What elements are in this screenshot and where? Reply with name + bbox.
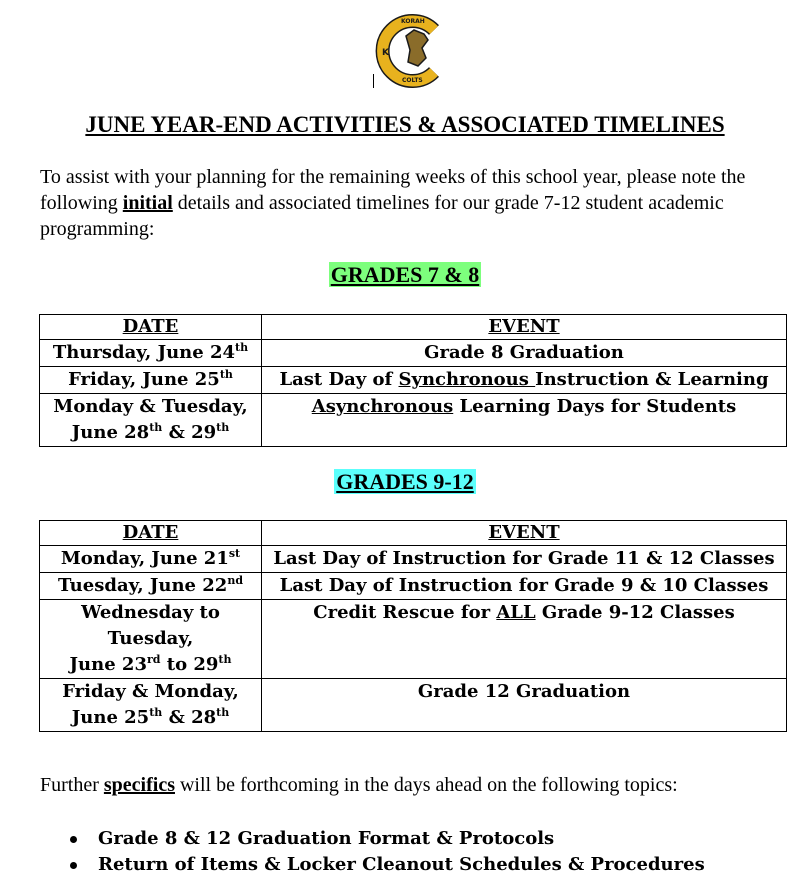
table-row [40, 367, 787, 394]
table-row [40, 340, 787, 367]
table-row [40, 573, 787, 600]
date-column-header: DATE [40, 521, 262, 546]
date-cell: Friday, June 25th [40, 367, 262, 394]
logo-top-text: KORAH [401, 18, 425, 25]
table-header-row [40, 521, 787, 546]
date-cell: Friday & Monday, June 25th & 28th [40, 679, 262, 732]
further-emphasis: specifics [103, 774, 175, 796]
date-cell: Monday & Tuesday, June 28th & 29th [40, 394, 262, 447]
date-cell: Wednesday to Tuesday, June 23rd to 29th [40, 600, 262, 679]
grades-9-12-heading-text: GRADES 9-12 [336, 469, 474, 494]
event-cell: Last Day of Instruction for Grade 11 & 12 Classes [262, 546, 787, 573]
table-row [40, 546, 787, 573]
page-title: JUNE YEAR-END ACTIVITIES & ASSOCIATED TIMELINES [85, 112, 725, 137]
grades-7-8-table [39, 314, 787, 447]
date-column-header: DATE [40, 315, 262, 340]
event-cell: Last Day of Instruction for Grade 9 & 10 Classes [262, 573, 787, 600]
event-cell: Credit Rescue for ALL Grade 9-12 Classes [262, 600, 787, 679]
date-cell: Thursday, June 24th [40, 340, 262, 367]
logo-bottom-text: COLTS [402, 77, 423, 84]
date-cell: Monday, June 21st [40, 546, 262, 573]
korah-colts-logo [372, 14, 454, 88]
table-row [40, 600, 787, 679]
list-item: Grade 8 & 12 Graduation Format & Protocols [40, 826, 705, 852]
horse-head-icon [406, 30, 428, 66]
event-cell: Asynchronous Learning Days for Students [262, 394, 787, 447]
grades-9-12-heading [0, 469, 810, 495]
intro-text-2: details and associated timelines for our grade 7-12 student academic programming: [40, 192, 724, 240]
logo-initial: K [382, 48, 389, 58]
topics-list [40, 826, 705, 878]
grades-7-8-heading [0, 262, 810, 288]
intro-paragraph [40, 164, 790, 242]
intro-emphasis: initial [122, 192, 173, 214]
event-cell: Grade 12 Graduation [262, 679, 787, 732]
table-row [40, 679, 787, 732]
event-column-header: EVENT [262, 521, 787, 546]
grades-9-12-table [39, 520, 787, 732]
table-header-row [40, 315, 787, 340]
event-cell: Grade 8 Graduation [262, 340, 787, 367]
text-cursor [373, 74, 374, 88]
table-row [40, 394, 787, 447]
further-paragraph: Further specifics will be forthcoming in the days ahead on the following topics: [40, 774, 678, 796]
event-cell: Last Day of Synchronous Instruction & Learning [262, 367, 787, 394]
event-column-header: EVENT [262, 315, 787, 340]
intro-text-1: To assist with your planning for the remaining weeks of this school year, please note the following [40, 166, 746, 214]
grades-7-8-heading-text: GRADES 7 & 8 [330, 262, 480, 287]
date-cell: Tuesday, June 22nd [40, 573, 262, 600]
list-item: Return of Items & Locker Cleanout Schedules & Procedures [40, 852, 705, 878]
